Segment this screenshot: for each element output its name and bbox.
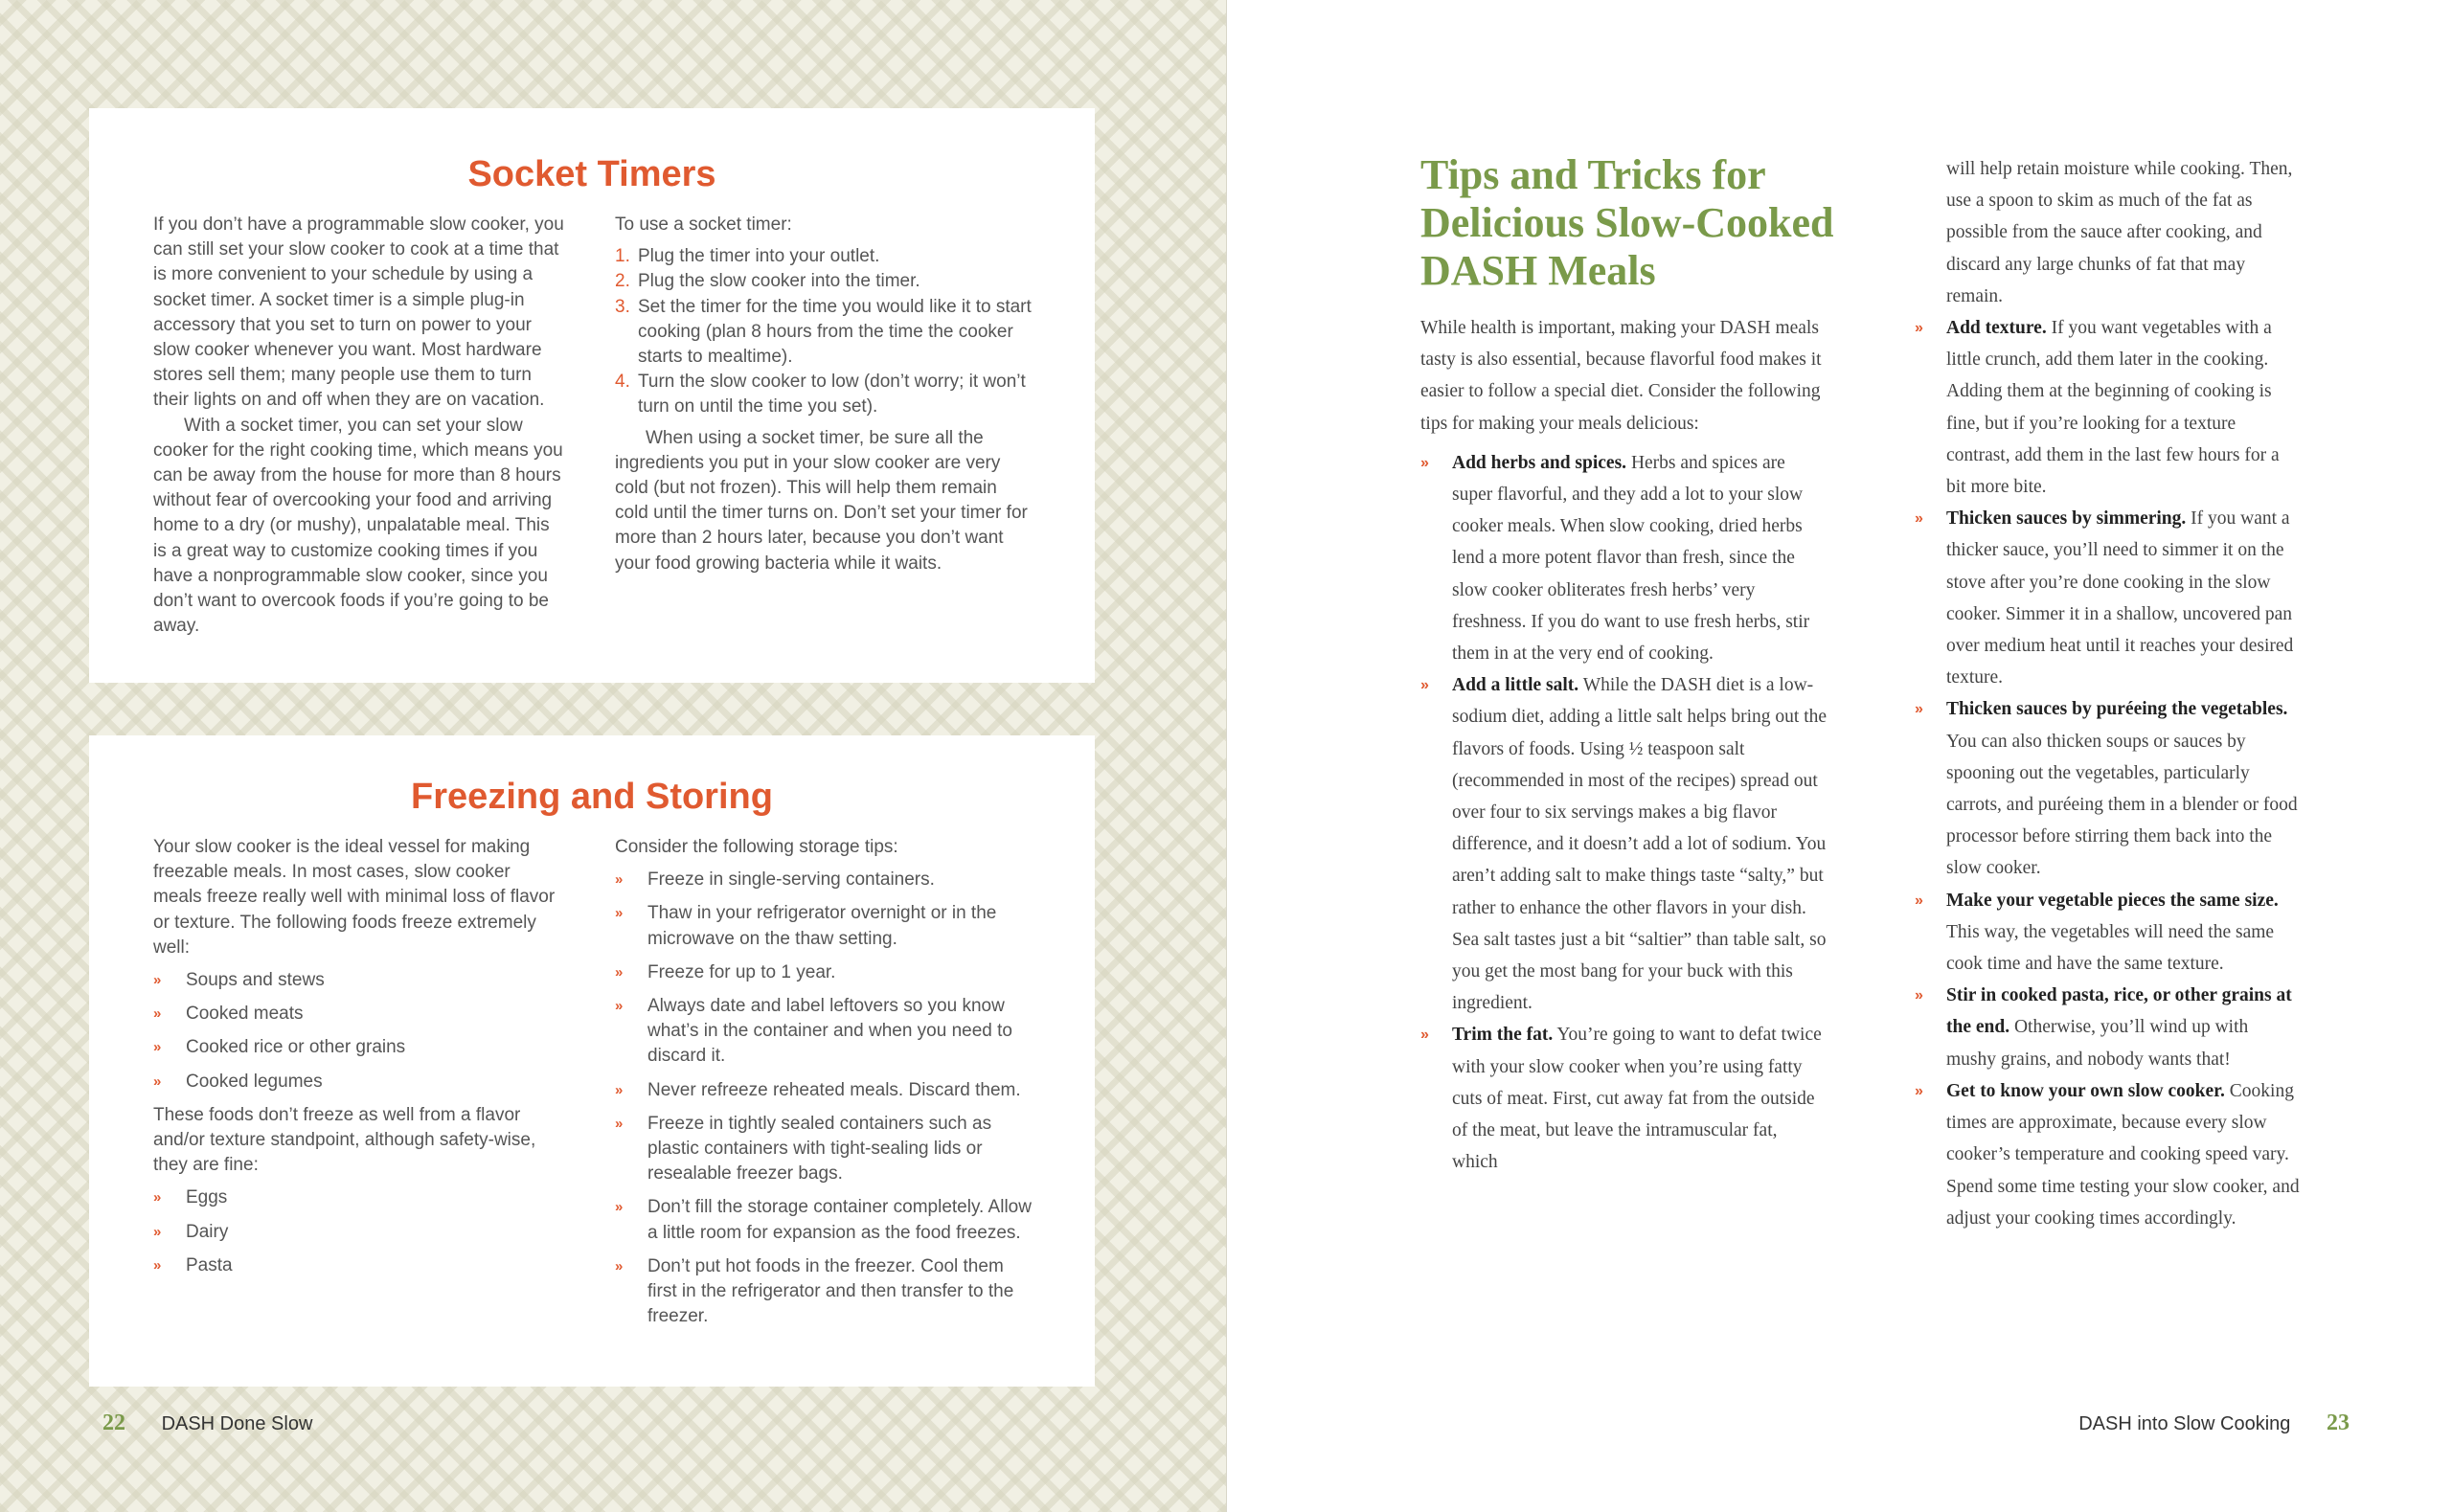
page-number: 23 bbox=[2327, 1410, 2350, 1435]
tip-lead: Add herbs and spices. bbox=[1452, 452, 1627, 473]
tip-lead: Add a little salt. bbox=[1452, 675, 1579, 696]
tip-text: While the DASH diet is a low-sodium diet, adding a little salt helps bring out the flavors of foods. Using ½ teaspoon salt (recommended in most of the recipes) spread out over four to six servings makes a big flavor difference, and it doesn’t add a lot of sodium. You aren’t adding salt to make things taste “salty,” but rather to enhance the other flavors in your dish. Sea salt tastes just a bit “saltier” than table salt, so you get the most bang for your buck with this ingredient. bbox=[1452, 675, 1828, 1014]
tip-text: If you want vegetables with a little crunch, add them later in the cooking. Adding them at the beginning of cooking is fine, but if you’re looking for a texture contrast, add them in the last few hours for a bit more bite. bbox=[1946, 318, 2280, 498]
list-item-text: Don’t fill the storage container completely. Allow a little room for expansion as the food freezes. bbox=[647, 1197, 1032, 1243]
right-page bbox=[1226, 0, 2452, 1512]
bullet-icon: » bbox=[1915, 510, 1923, 528]
freezing-col1 bbox=[153, 835, 556, 1287]
list-item-text: Eggs bbox=[186, 1187, 228, 1208]
list-item bbox=[153, 968, 556, 993]
tip-lead: Thicken sauces by puréeing the vegetables. bbox=[1946, 699, 2288, 720]
freezing-storing-sidebar bbox=[89, 735, 1095, 1387]
paragraph: These foods don’t freeze as well from a flavor and/or texture standpoint, although safety-wise, they are fine: bbox=[153, 1104, 536, 1176]
bullet-icon: » bbox=[1915, 987, 1923, 1004]
list-item bbox=[615, 960, 1032, 985]
tip-text: If you want a thicker sauce, you’ll need to simmer it on the stove after you’re done cooking in the slow cooker. Simmer it in a shallow, uncovered pan over medium heat until it reaches your desired texture. bbox=[1946, 508, 2294, 688]
step-text: Plug the slow cooker into the timer. bbox=[638, 271, 920, 292]
socket-timer-steps bbox=[615, 244, 1032, 419]
tip-item bbox=[1915, 885, 2300, 981]
list-item-text: Pasta bbox=[186, 1254, 233, 1275]
bullet-icon: » bbox=[1915, 320, 1923, 337]
left-folio bbox=[102, 1410, 312, 1436]
list-item bbox=[615, 1112, 1032, 1187]
step-number: 2. bbox=[615, 271, 630, 292]
tip-item bbox=[1915, 693, 2300, 884]
tip-text: You’re going to want to defat twice with your slow cooker when you’re using fatty cuts of meat. First, cut away fat from the outside of the meat, but leave the intramuscular fat, which bbox=[1452, 1025, 1822, 1173]
paragraph: With a socket timer, you can set your slow cooker for the right cooking time, which means you can be away from the house for more than 8 hours without fear of overcooking your food and arriving home to a dry (or mushy), unpalatable meal. This is a great way to customize cooking times if you have a nonprogrammable slow cooker, since you don’t want to overcook foods if you’re going to be away. bbox=[153, 415, 563, 637]
tip-item bbox=[1915, 503, 2300, 693]
intro-paragraph: While health is important, making your DASH meals tasty is also essential, because flavorful food makes it easier to follow a special diet. Consider the following tips for making your meals delicious: bbox=[1420, 318, 1822, 434]
bullet-icon: » bbox=[153, 1256, 162, 1274]
list-item bbox=[615, 1078, 1032, 1103]
socket-timers-title: Socket Timers bbox=[467, 154, 716, 194]
paragraph: If you don’t have a programmable slow cooker, you can still set your slow cooker to cook at a time that is more convenient to your schedule by using a socket timer. A socket timer is a simple plug-in accessory that you set to turn on power to your slow cooker whenever you want. Most hardware stores sell them; many people use them to turn their lights on and off when they are on vacation. bbox=[153, 214, 564, 411]
storage-tips-list bbox=[615, 868, 1032, 1329]
paragraph: When using a socket timer, be sure all the ingredients you put in your slow cooker are very cold (but not frozen). This will help them remain cold until the timer turns on. Don’t set your timer for more than 2 hours later, because you don’t want your food growing bacteria while it waits. bbox=[615, 427, 1028, 574]
list-item bbox=[615, 1254, 1032, 1330]
tip-lead: Trim the fat. bbox=[1452, 1025, 1554, 1046]
tip-item bbox=[1915, 312, 2300, 503]
tip-item bbox=[1420, 1019, 1828, 1178]
step-number: 4. bbox=[615, 372, 630, 393]
bullet-icon: » bbox=[615, 1199, 624, 1216]
list-item-text: Thaw in your refrigerator overnight or in the microwave on the thaw setting. bbox=[647, 903, 997, 949]
step-item bbox=[615, 244, 1032, 269]
bullet-icon: » bbox=[153, 1189, 162, 1207]
tip-lead: Add texture. bbox=[1946, 318, 2047, 339]
freezing-storing-title: Freezing and Storing bbox=[411, 777, 773, 817]
tips-col2 bbox=[1915, 153, 2300, 1234]
tip-text: Herbs and spices are super flavorful, and they add a lot to your slow cooker meals. When slow cooking, dried herbs lend a more potent flavor than fresh, since the slow cooker obliterates fresh herbs’ very freshness. If you do want to use fresh herbs, stir them in at the very end of cooking. bbox=[1452, 452, 1810, 665]
bullet-icon: » bbox=[615, 998, 624, 1015]
list-item bbox=[615, 901, 1032, 951]
list-item-text: Freeze in single-serving containers. bbox=[647, 869, 935, 891]
bullet-icon: » bbox=[615, 871, 624, 889]
bullet-icon: » bbox=[153, 1005, 162, 1023]
bullet-icon: » bbox=[615, 963, 624, 981]
bullet-icon: » bbox=[1915, 1082, 1923, 1099]
step-item bbox=[615, 269, 1032, 294]
tip-item bbox=[1915, 980, 2300, 1075]
list-item bbox=[615, 1195, 1032, 1245]
list-item bbox=[153, 1220, 556, 1245]
freeze-poor-list bbox=[153, 1185, 556, 1278]
tip-lead: Get to know your own slow cooker. bbox=[1946, 1080, 2225, 1101]
running-head: DASH Done Slow bbox=[161, 1413, 313, 1434]
list-item-text: Don’t put hot foods in the freezer. Cool them first in the refrigerator and then transfer to the freezer. bbox=[647, 1255, 1014, 1327]
tip-lead: Thicken sauces by simmering. bbox=[1946, 508, 2187, 530]
list-item bbox=[153, 1002, 556, 1027]
tip-lead: Make your vegetable pieces the same size. bbox=[1946, 890, 2279, 911]
continued-paragraph: will help retain moisture while cooking. Then, use a spoon to skim as much of the fat as possible from the sauce after cooking, and discard any large chunks of fat that may remain. bbox=[1946, 159, 2293, 306]
list-item-text: Cooked legumes bbox=[186, 1071, 323, 1092]
list-item bbox=[153, 1070, 556, 1095]
bullet-icon: » bbox=[615, 1257, 624, 1275]
step-text: Turn the slow cooker to low (don’t worry; it won’t turn on until the time you set). bbox=[638, 372, 1026, 417]
list-item bbox=[153, 1253, 556, 1278]
list-item-text: Cooked meats bbox=[186, 1004, 304, 1025]
step-item bbox=[615, 370, 1032, 419]
bullet-icon: » bbox=[1915, 891, 1923, 909]
freezing-col2 bbox=[615, 835, 1032, 1338]
paragraph: Your slow cooker is the ideal vessel for making freezable meals. In most cases, slow cooker meals freeze really well with minimal loss of flavor or texture. The following foods freeze extremely well: bbox=[153, 837, 556, 958]
list-item bbox=[615, 994, 1032, 1070]
bullet-icon: » bbox=[1420, 454, 1429, 471]
tip-text: Cooking times are approximate, because every slow cooker’s temperature and cooking speed vary. Spend some time testing your slow cooker, and adjust your cooking times accordingly. bbox=[1946, 1080, 2300, 1229]
tip-item bbox=[1420, 669, 1828, 1019]
list-item bbox=[153, 1185, 556, 1210]
list-item bbox=[615, 868, 1032, 892]
socket-timers-col1 bbox=[153, 213, 567, 639]
step-number: 1. bbox=[615, 246, 630, 267]
socket-timers-sidebar bbox=[89, 108, 1095, 683]
tips-list-col2 bbox=[1915, 312, 2300, 1234]
step-text: Plug the timer into your outlet. bbox=[638, 246, 880, 267]
list-item-text: Never refreeze reheated meals. Discard them. bbox=[647, 1079, 1021, 1100]
step-number: 3. bbox=[615, 296, 630, 317]
list-item-text: Freeze for up to 1 year. bbox=[647, 961, 836, 982]
list-item-text: Cooked rice or other grains bbox=[186, 1037, 406, 1058]
right-folio bbox=[2078, 1410, 2350, 1436]
list-item bbox=[153, 1035, 556, 1060]
list-item-text: Dairy bbox=[186, 1221, 229, 1242]
bullet-icon: » bbox=[153, 1039, 162, 1056]
bullet-icon: » bbox=[1915, 701, 1923, 718]
page-title: Tips and Tricks for Delicious Slow-Cooked DASH Meals bbox=[1420, 151, 1834, 294]
bullet-icon: » bbox=[1420, 677, 1429, 694]
tip-item bbox=[1915, 1075, 2300, 1234]
bullet-icon: » bbox=[1420, 1027, 1429, 1044]
tips-list-col1 bbox=[1420, 447, 1828, 1179]
running-head: DASH into Slow Cooking bbox=[2078, 1413, 2291, 1434]
paragraph: To use a socket timer: bbox=[615, 214, 792, 235]
list-item-text: Soups and stews bbox=[186, 970, 325, 991]
socket-timers-col2 bbox=[615, 213, 1032, 576]
bullet-icon: » bbox=[615, 1081, 624, 1098]
list-item-text: Always date and label leftovers so you know what’s in the container and when you need to discard it. bbox=[647, 996, 1012, 1067]
list-item-text: Freeze in tightly sealed containers such as plastic containers with tight-sealing lids or resealable freezer bags. bbox=[647, 1113, 992, 1185]
bullet-icon: » bbox=[153, 1072, 162, 1090]
bullet-icon: » bbox=[153, 1223, 162, 1240]
freeze-well-list bbox=[153, 968, 556, 1095]
step-item bbox=[615, 295, 1032, 371]
paragraph: Consider the following storage tips: bbox=[615, 837, 898, 857]
step-text: Set the timer for the time you would like it to start cooking (plan 8 hours from the time the cooker starts to mealtime). bbox=[638, 296, 1032, 368]
tip-item bbox=[1420, 447, 1828, 669]
tip-text: You can also thicken soups or sauces by spooning out the vegetables, particularly carrots, and puréeing them in a blender or food processor before stirring them back into the slow cooker. bbox=[1946, 731, 2298, 879]
bullet-icon: » bbox=[615, 905, 624, 922]
tip-text: This way, the vegetables will need the same cook time and have the same texture. bbox=[1946, 921, 2275, 975]
tips-col1 bbox=[1420, 312, 1828, 1178]
page-number: 22 bbox=[102, 1410, 125, 1435]
tip-text: Otherwise, you’ll wind up with mushy grains, and nobody wants that! bbox=[1946, 1017, 2249, 1070]
bullet-icon: » bbox=[615, 1115, 624, 1132]
tip-lead: Stir in cooked pasta, rice, or other grains at the end. bbox=[1946, 985, 2292, 1038]
bullet-icon: » bbox=[153, 972, 162, 989]
